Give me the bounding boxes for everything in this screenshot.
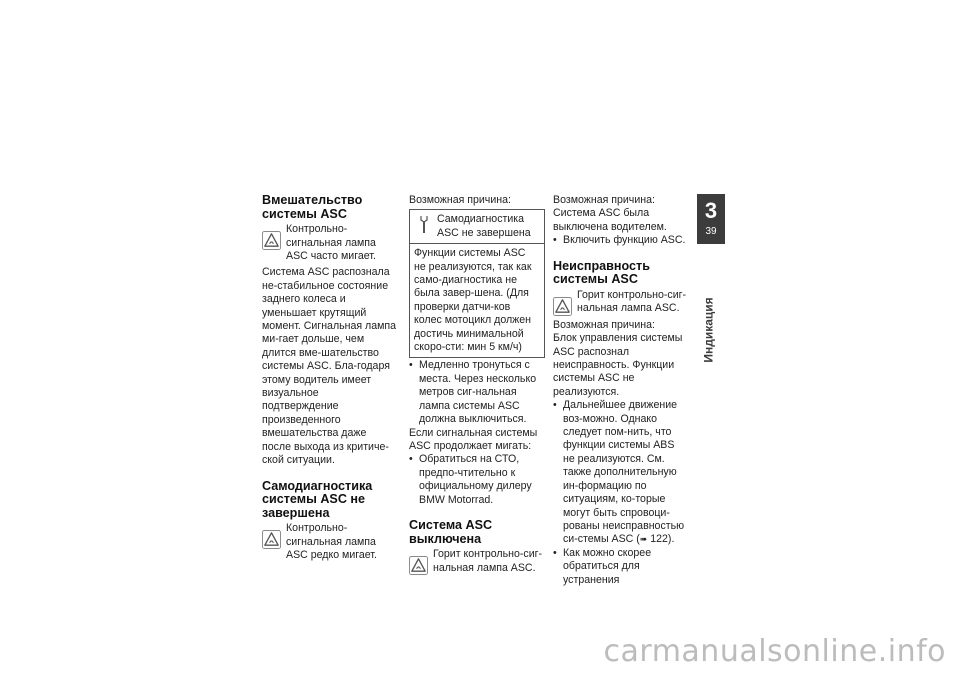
watermark: carmanualsonline.info — [603, 634, 946, 669]
list-item: • Как можно скорее обратиться для устранения — [553, 546, 652, 586]
indicator-note-lamp-on: Горит контрольно-сиг-нальная лампа ASC. — [553, 289, 689, 316]
info-table-body: Функции системы ASC не реализуются, так как само-диагностика не была завер-шена. (Для проверки датчи-ков колес мотоцикл должен достичь минимальной скоро-сти: мин 5 км/ч) — [414, 247, 532, 354]
page-number: 39 — [705, 226, 717, 237]
column-3 — [553, 194, 689, 587]
section-heading-asc-intervention: Вмешательство системы ASC — [262, 193, 363, 221]
list-item: • Дальнейшее движение воз-можно. Однако следует пом-нить, что функции системы ABS не реализуются. См. также дополнительную ин-формацию по ситуациям, ко-торые могут быть спровоци-рованы неисправностью си-стемы ASC (➠ 122). — [553, 399, 685, 546]
warning-lamp-icon — [262, 223, 284, 263]
paragraph-still-blinking: Если сигнальная системы ASC продолжает мигать: — [409, 426, 538, 452]
paragraph-asc-explanation: Система ASC распознала не-стабильное состояние заднего колеса и уменьшает крутящий момент. Сигнальная лампа ми-гает дольше, чем длится вме-шательство системы ASC. Бла-годаря этому водитель имеет визуальное подтверждение произведенного вмешательства даже после выхода из критиче-ской ситуации. — [262, 266, 397, 467]
warning-lamp-icon — [553, 289, 575, 316]
info-table-header: Самодиагностика ASC не завершена — [410, 210, 544, 244]
chapter-number: 3 — [704, 198, 718, 223]
chapter-tab — [697, 194, 725, 244]
section-heading-asc-off: Система ASC выключена — [409, 517, 493, 546]
paragraph-asc-fault: Блок управления системы ASC распознал неисправность. Функции системы ASC не реализуются. — [553, 332, 683, 398]
tool-icon — [414, 213, 434, 240]
list-item: • Медленно тронуться с места. Через несколько метров сиг-нальная лампа системы ASC должна выключиться. — [409, 359, 537, 426]
list-item: • Включить функцию ASC. — [553, 234, 686, 247]
column-1 — [262, 194, 398, 566]
indicator-note-rare-blink: Контрольно-сигнальная лампа ASC редко мигает. — [262, 522, 398, 562]
info-table — [409, 209, 545, 358]
paragraph-asc-disabled: Система ASC была выключена водителем. — [553, 207, 667, 233]
section-heading-asc-fault: Неисправность системы ASC — [553, 258, 650, 287]
cause-label: Возможная причина: — [553, 318, 655, 331]
cause-label: Возможная причина: — [409, 194, 511, 206]
cause-label: Возможная причина: — [553, 194, 655, 206]
page-reference-arrow-icon: ➠ — [639, 534, 648, 545]
list-item: • Обратиться на СТО, предпо-чтительно к официальному дилеру BMW Motorrad. — [409, 453, 532, 506]
warning-lamp-icon — [409, 548, 431, 575]
warning-lamp-icon — [262, 522, 284, 562]
chapter-title: Индикация — [702, 297, 716, 363]
indicator-note-frequent-blink: Контрольно-сигнальная лампа ASC часто мигает. — [262, 223, 398, 263]
indicator-note-lamp-on: Горит контрольно-сиг-нальная лампа ASC. — [409, 548, 545, 575]
section-heading-self-diagnosis: Самодиагностика системы ASC не завершена — [262, 478, 373, 520]
column-2 — [409, 194, 545, 578]
